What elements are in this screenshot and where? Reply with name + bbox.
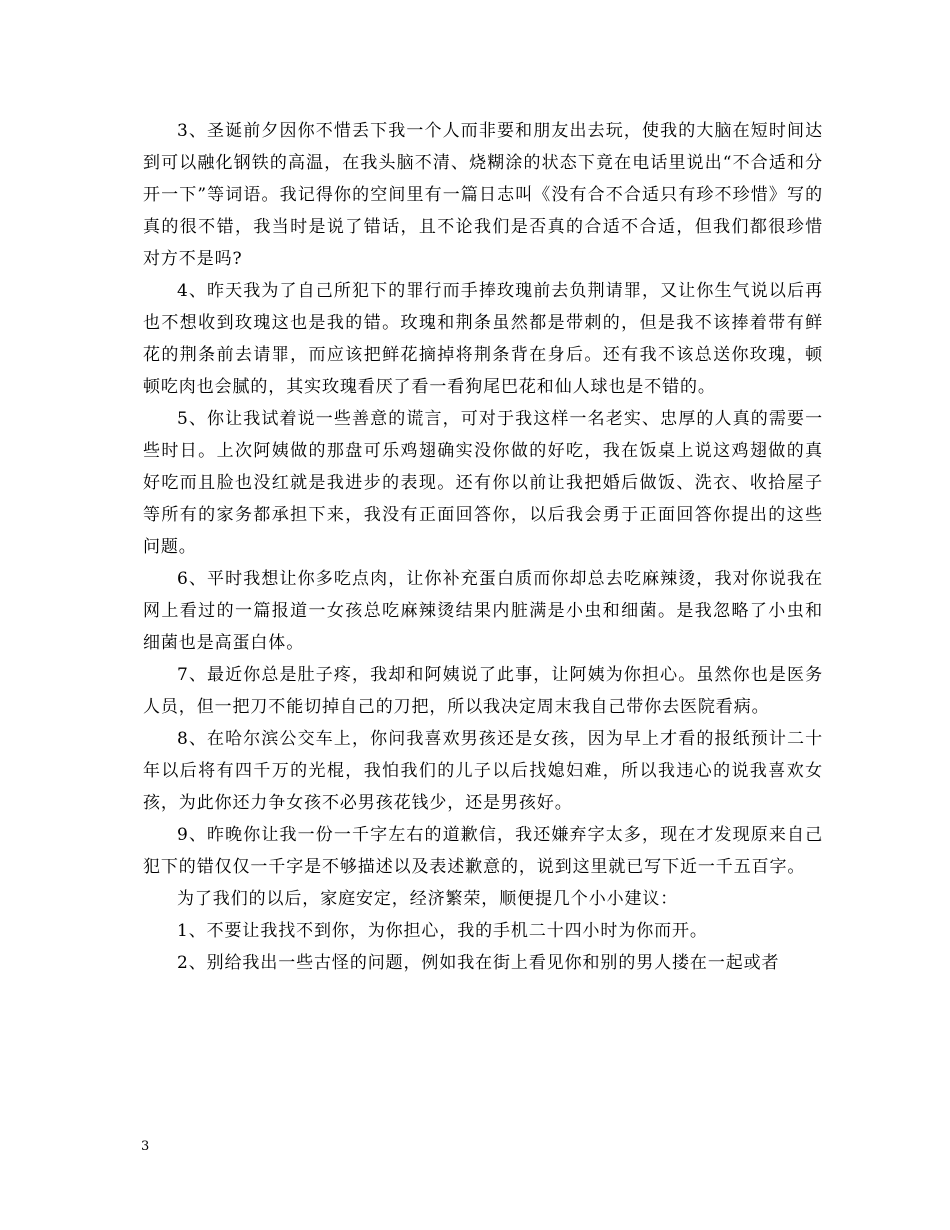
paragraph-item-6: 6、平时我想让你多吃点肉，让你补充蛋白质而你却总去吃麻辣烫，我对你说我在网上看过的一篇报道一女孩总吃麻辣烫结果内脏满是小虫和细菌。是我忽略了小虫和细菌也是高蛋白体。 [143, 569, 823, 653]
document-body [143, 115, 823, 979]
paragraph-item-9: 9、昨晚你让我一份一千字左右的道歉信，我还嫌弃字太多，现在才发现原来自己犯下的错仅仅一千字是不够描述以及表述歉意的，说到这里就已写下近一千五百字。 [143, 825, 823, 877]
paragraph-item-3: 3、圣诞前夕因你不惜丢下我一个人而非要和朋友出去玩，使我的大脑在短时间达到可以融化钢铁的高温，在我头脑不清、烧糊涂的状态下竟在电话里说出“不合适和分开一下”等词语。我记得你的空间里有一篇日志叫《没有合不合适只有珍不珍惜》写的真的很不错，我当时是说了错话，且不论我们是否真的合适不合适，但我们都很珍惜对方不是吗? [143, 121, 823, 269]
suggestion-item-1: 1、不要让我找不到你，为你担心，我的手机二十四小时为你而开。 [177, 921, 708, 941]
paragraph-item-8: 8、在哈尔滨公交车上，你问我喜欢男孩还是女孩，因为早上才看的报纸预计二十年以后将有四千万的光棍，我怕我们的儿子以后找媳妇难，所以我违心的说我喜欢女孩，为此你还力争女孩不必男孩花钱少，还是男孩好。 [143, 729, 823, 813]
page-number: 3 [141, 1139, 150, 1154]
paragraph-item-7: 7、最近你总是肚子疼，我却和阿姨说了此事，让阿姨为你担心。虽然你也是医务人员，但一把刀不能切掉自己的刀把，所以我决定周末我自己带你去医院看病。 [143, 665, 823, 717]
paragraph-item-5: 5、你让我试着说一些善意的谎言，可对于我这样一名老实、忠厚的人真的需要一些时日。上次阿姨做的那盘可乐鸡翅确实没你做的好吃，我在饭桌上说这鸡翅做的真好吃而且脸也没红就是我进步的表现。还有你以前让我把婚后做饭、洗衣、收拾屋子等所有的家务都承担下来，我没有正面回答你，以后我会勇于正面回答你提出的这些问题。 [143, 409, 823, 557]
paragraph-item-4: 4、昨天我为了自己所犯下的罪行而手捧玫瑰前去负荆请罪，又让你生气说以后再也不想收到玫瑰这也是我的错。玫瑰和荆条虽然都是带刺的，但是我不该捧着带有鲜花的荆条前去请罪，而应该把鲜花摘掉将荆条背在身后。还有我不该总送你玫瑰，顿顿吃肉也会腻的，其实玫瑰看厌了看一看狗尾巴花和仙人球也是不错的。 [143, 281, 823, 397]
suggestions-intro: 为了我们的以后，家庭安定，经济繁荣，顺便提几个小小建议： [177, 889, 679, 909]
suggestion-item-2: 2、别给我出一些古怪的问题，例如我在街上看见你和别的男人搂在一起或者 [177, 953, 780, 973]
